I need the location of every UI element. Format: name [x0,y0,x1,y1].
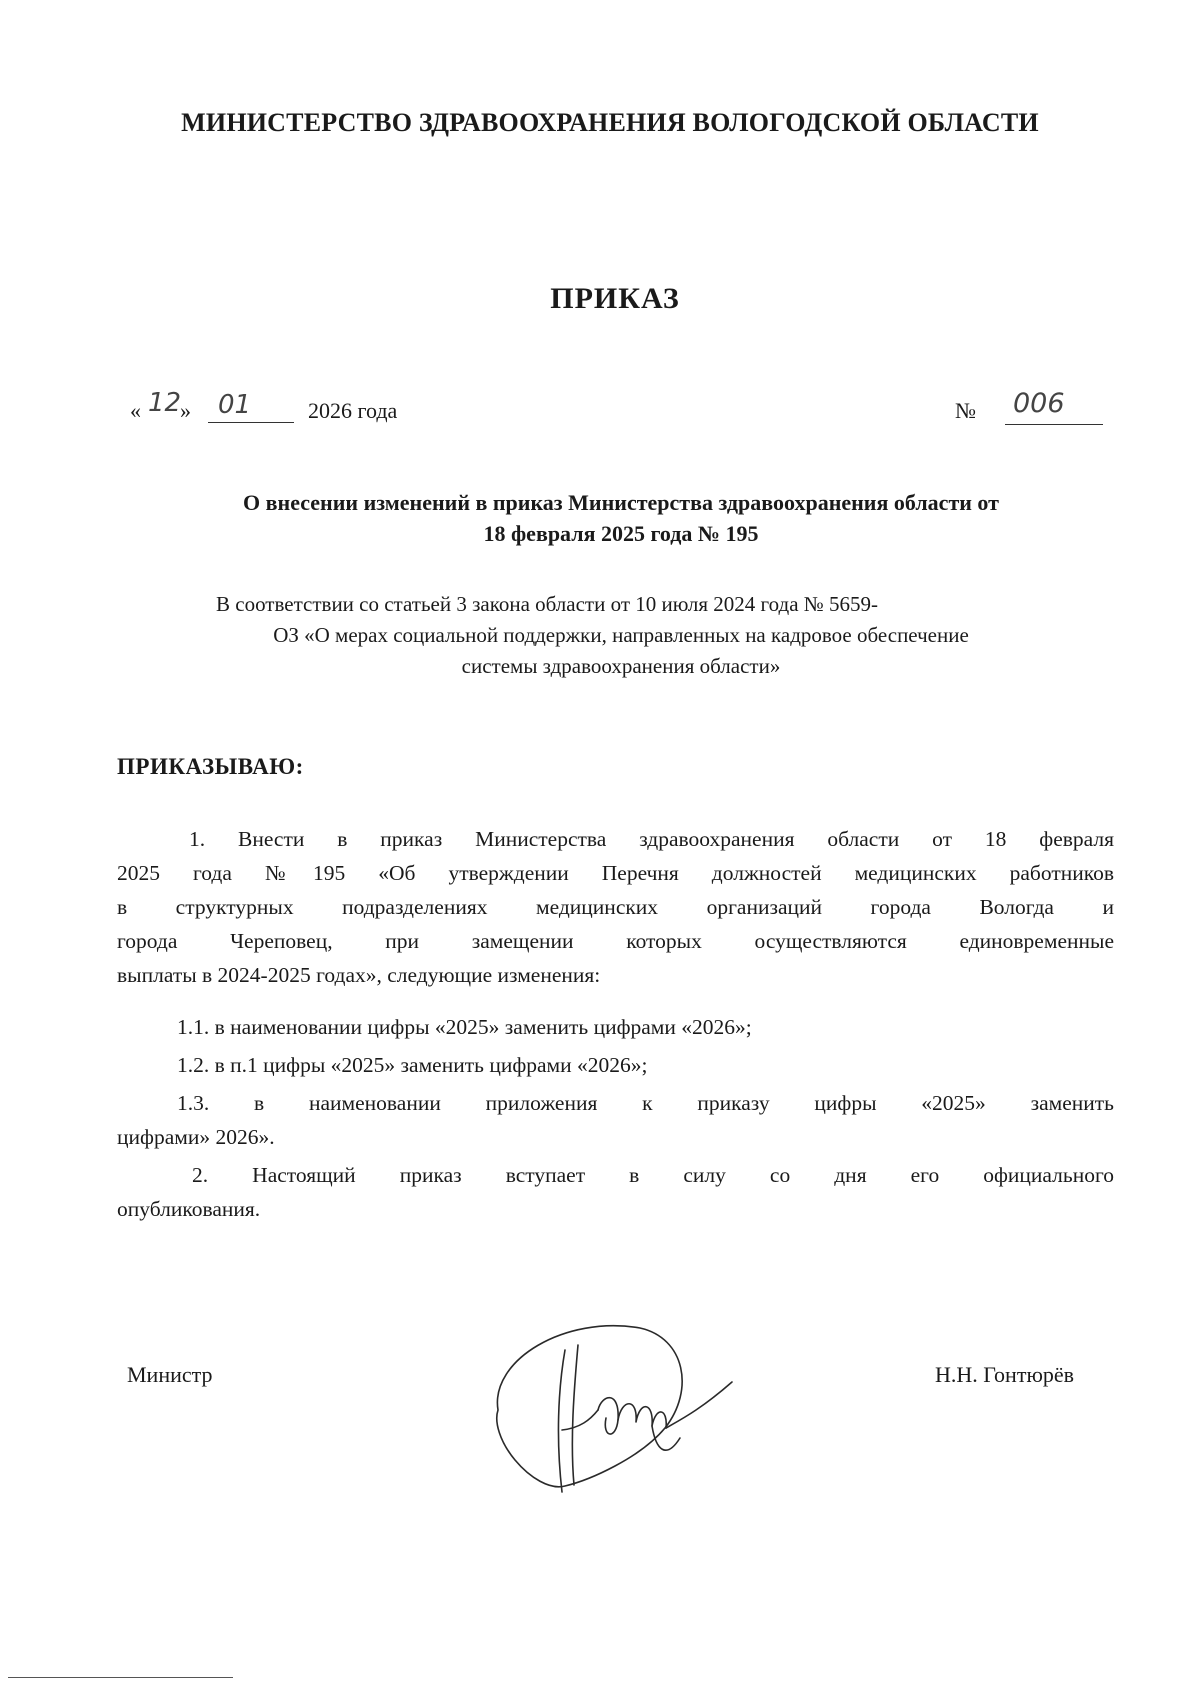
order-item-1-2 [117,1048,1114,1082]
basis-line-2: ОЗ «О мерах социальной поддержки, направленных на кадровое обеспечение [273,623,969,647]
signature-loop [497,1326,682,1487]
signature-stroke-5 [618,1404,666,1428]
date-year: 2026 года [308,398,398,423]
signature-stroke-1 [558,1350,565,1492]
item-1-line-5: выплаты в 2024-2025 годах», следующие изменения: [117,963,601,987]
ministry-name: МИНИСТЕРСТВО ЗДРАВООХРАНЕНИЯ ВОЛОГОДСКОЙ ОБЛАСТИ [181,108,1039,137]
item-1-1-text: 1.1. в наименовании цифры «2025» заменить цифрами «2026»; [177,1015,752,1039]
item-2-line-1: 2. Настоящий приказ вступает в силу со дня его официального [192,1163,1114,1187]
number-sign: № [955,398,976,423]
document-type: ПРИКАЗ [550,282,680,315]
orders-label: ПРИКАЗЫВАЮ: [117,754,304,779]
basis-line-1: В соответствии со статьей 3 закона области от 10 июля 2024 года № 5659- [216,592,879,616]
signature-stroke-6 [666,1382,732,1428]
legal-basis [128,589,1114,682]
handwritten-signature [470,1310,750,1510]
order-number [955,388,1105,428]
signature-stroke-4 [598,1398,618,1434]
date-day-handwritten: 12 [148,388,182,418]
item-1-line-2: 2025 года №195 «Об утверждении Перечня должностей медицинских работников [117,861,1114,885]
number-underline [1005,424,1103,425]
basis-line-3: системы здравоохранения области» [461,654,781,678]
date-quote-close: » [180,398,191,423]
order-item-1-1 [117,1010,1114,1044]
order-item-2 [117,1158,1114,1226]
subject-line-2: 18 февраля 2025 года № 195 [483,521,759,546]
item-1-3-line-2: цифрами» 2026». [117,1125,275,1149]
item-1-line-4: города Череповец, при замещении которых осуществляются единовременные [117,929,1114,953]
item-1-line-3: в структурных подразделениях медицинских организаций города Вологда и [117,895,1114,919]
month-underline [208,422,294,423]
footer-rule [8,1677,233,1678]
signer-name: Н.Н. Гонтюрёв [935,1362,1075,1387]
number-value-handwritten: 006 [1013,388,1065,419]
order-item-1-3 [117,1086,1114,1154]
date-month-handwritten: 01 [218,390,252,420]
item-1-3-line-1: 1.3. в наименовании приложения к приказу цифры «2025» заменить [177,1091,1114,1115]
signature-block [0,1310,1200,1510]
item-1-line-1: 1. Внести в приказ Министерства здравоохранения области от 18 февраля [189,827,1114,851]
signer-title: Министр [127,1362,213,1387]
signature-stroke-3 [562,1410,598,1430]
signature-stroke-2 [572,1345,578,1485]
order-item-1 [117,822,1114,992]
item-2-line-2: опубликования. [117,1197,261,1221]
subject-line-1: О внесении изменений в приказ Министерства здравоохранения области от [243,490,999,515]
item-1-2-text: 1.2. в п.1 цифры «2025» заменить цифрами «2026»; [177,1053,648,1077]
order-subject [128,487,1114,549]
date-quote-open: « [130,398,141,423]
